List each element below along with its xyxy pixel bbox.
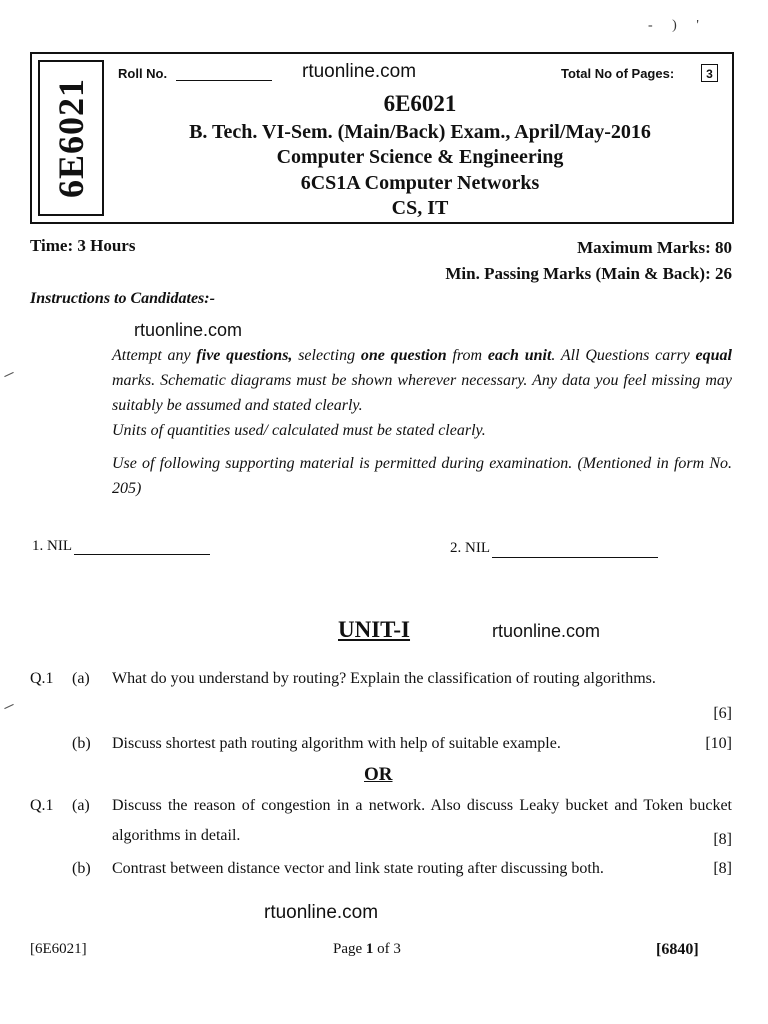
instruction-paragraph: Use of following supporting material is permitted during examination. (Mentioned in form No. 205) <box>112 455 732 497</box>
permitted-material-2: 2. NIL <box>450 540 490 556</box>
question-marks: [6] <box>713 705 732 722</box>
underline <box>492 557 658 558</box>
question-part-label: (a) <box>72 670 90 687</box>
question-number: Q.1 <box>30 670 54 687</box>
min-passing-marks: Min. Passing Marks (Main & Back): 26 <box>445 264 732 283</box>
watermark-text: rtuonline.com <box>134 320 243 340</box>
question-marks: [10] <box>705 735 732 752</box>
roll-number-label: Roll No. <box>118 66 168 81</box>
instructions-heading: Instructions to Candidates:- <box>30 290 215 307</box>
permitted-material-1: 1. NIL <box>32 538 72 554</box>
paper-code: 6E6021 <box>383 91 457 116</box>
instruction-paragraph: Attempt any five questions, selecting one question from each unit. All Questions carry equal marks. Schematic diagrams must be shown wherever necessary. Any data you feel missing may suitably be assumed and stated clearly. <box>112 347 732 414</box>
underline <box>74 554 210 555</box>
question-marks: [8] <box>713 860 732 877</box>
page-number: Page 1 of 3 <box>333 941 401 957</box>
footer-paper-code: [6E6021] <box>30 941 87 957</box>
footer-reference-code: [6840] <box>656 941 699 958</box>
total-pages-value: 3 <box>701 64 718 82</box>
question-part-label: (b) <box>72 735 91 752</box>
question-text: Discuss the reason of congestion in a network. Also discuss Leaky bucket and Token bucket algorithms in detail. <box>112 797 732 844</box>
question-text: Contrast between distance vector and link state routing after discussing both. <box>112 860 604 877</box>
question-part-label: (a) <box>72 797 90 814</box>
maximum-marks: Maximum Marks: 80 <box>577 238 732 257</box>
question-part-label: (b) <box>72 860 91 877</box>
exam-title: B. Tech. VI-Sem. (Main/Back) Exam., April/May-2016 <box>189 121 651 143</box>
scan-mark <box>4 372 13 377</box>
watermark-text: rtuonline.com <box>302 61 417 82</box>
question-text: What do you understand by routing? Explain the classification of routing algorithms. <box>112 670 656 687</box>
or-separator: OR <box>364 764 393 785</box>
paper-code-vertical: 6E6021 <box>51 78 91 199</box>
unit-title: UNIT-I <box>338 617 411 642</box>
roll-number-field <box>176 80 272 81</box>
question-text: Discuss shortest path routing algorithm with help of suitable example. <box>112 735 561 752</box>
total-pages-label: Total No of Pages: <box>561 66 675 81</box>
instruction-paragraph: Units of quantities used/ calculated must be stated clearly. <box>112 422 486 439</box>
scan-mark <box>4 704 13 709</box>
question-number: Q.1 <box>30 797 54 814</box>
scan-corner-marks: - ) ' <box>648 18 707 33</box>
exam-duration: Time: 3 Hours <box>30 236 136 255</box>
question-marks: [8] <box>713 831 732 848</box>
subject-name: 6CS1A Computer Networks <box>300 172 540 194</box>
instructions-body <box>112 343 732 501</box>
program-list: CS, IT <box>391 197 449 219</box>
watermark-text: rtuonline.com <box>264 902 379 923</box>
watermark-text: rtuonline.com <box>492 621 601 641</box>
branch-name: Computer Science & Engineering <box>276 146 564 168</box>
